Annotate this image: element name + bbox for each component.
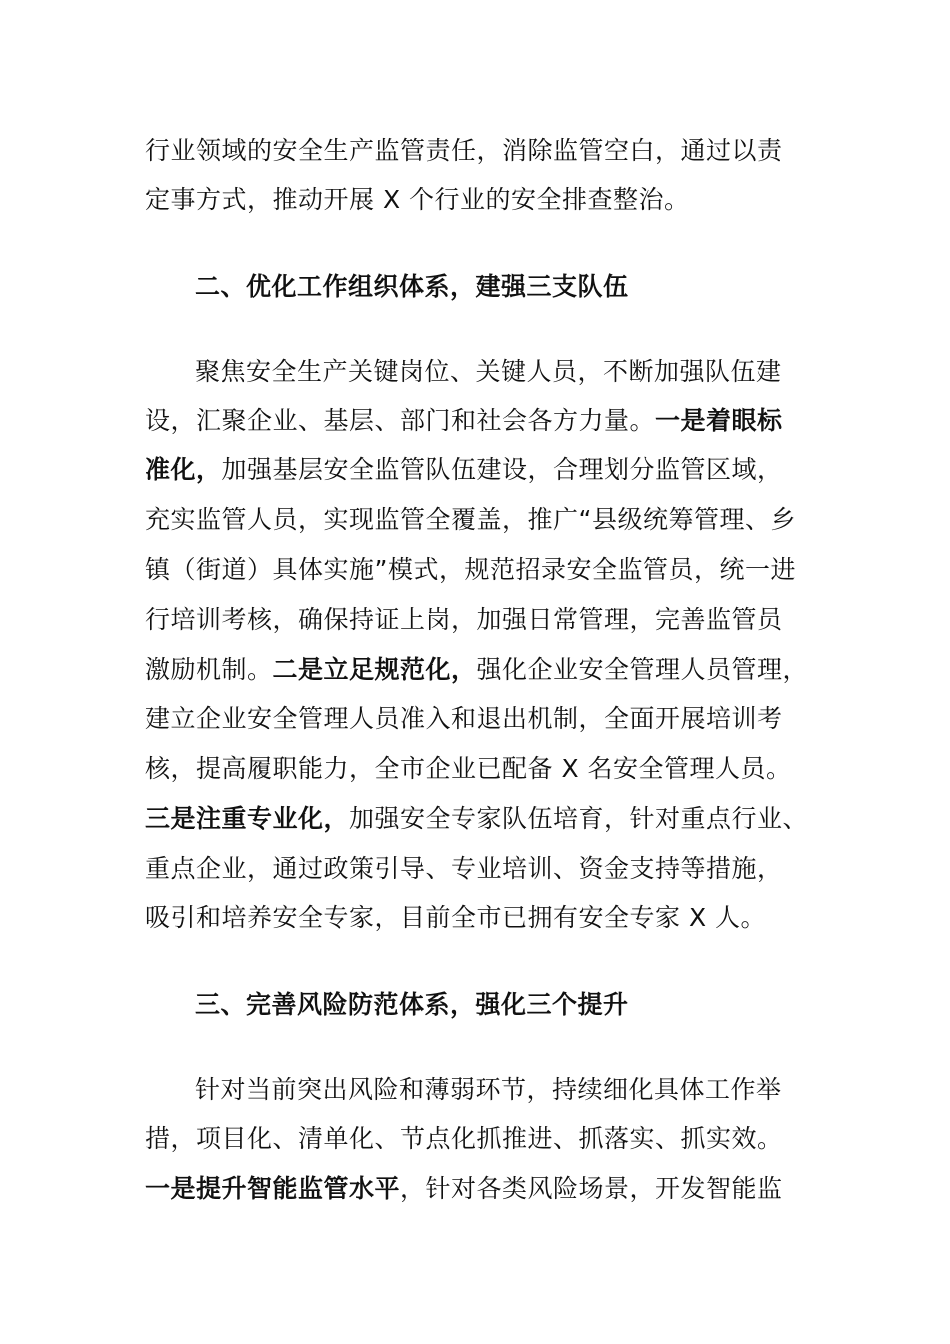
paragraph-line: 重点企业，通过政策引导、专业培训、资金支持等措施， xyxy=(145,854,783,883)
paragraph-line: 定事方式，推动开展 X 个行业的安全排查整治。 xyxy=(145,185,690,214)
paragraph-line: 核，提高履职能力，全市企业已配备 X 名安全管理人员。 xyxy=(145,754,792,783)
paragraph-line xyxy=(145,652,825,688)
paragraph-line xyxy=(145,403,825,439)
bold-text-run: 二是立足规范化， xyxy=(272,655,477,684)
paragraph-line: 行培训考核，确保持证上岗，加强日常管理，完善监管员 xyxy=(145,605,783,634)
paragraph-line: 聚焦安全生产关键岗位、关键人员，不断加强队伍建 xyxy=(195,357,782,386)
paragraph-line xyxy=(145,1171,825,1207)
text-run: ，针对各类风险场景，开发智能监 xyxy=(400,1174,783,1203)
text-run: 激励机制。 xyxy=(145,655,273,684)
section-heading-2: 二、优化工作组织体系，建强三支队伍 xyxy=(195,272,629,301)
paragraph-line: 针对当前突出风险和薄弱环节，持续细化具体工作举 xyxy=(195,1075,782,1104)
paragraph-line: 吸引和培养安全专家，目前全市已拥有安全专家 X 人。 xyxy=(145,903,767,932)
paragraph-line xyxy=(145,801,825,837)
paragraph-line: 充实监管人员，实现监管全覆盖，推广“县级统筹管理、乡 xyxy=(145,505,796,534)
bold-text-run: 准化， xyxy=(145,455,222,484)
text-run: 加强安全专家队伍培育，针对重点行业、 xyxy=(349,804,809,833)
paragraph-line: 措，项目化、清单化、节点化抓推进、抓落实、抓实效。 xyxy=(145,1124,783,1153)
paragraph-line: 行业领域的安全生产监管责任，消除监管空白，通过以责 xyxy=(145,136,783,165)
bold-text-run: 一是提升智能监管水平 xyxy=(145,1174,401,1203)
paragraph-line: 建立企业安全管理人员准入和退出机制，全面开展培训考 xyxy=(145,704,783,733)
text-run: 加强基层安全监管队伍建设，合理划分监管区域， xyxy=(221,455,783,484)
paragraph-line: 镇（街道）具体实施”模式，规范招录安全监管员，统一进 xyxy=(145,555,796,584)
text-run: 设，汇聚企业、基层、部门和社会各方力量。 xyxy=(145,406,656,435)
bold-text-run: 三是注重专业化， xyxy=(145,804,350,833)
bold-text-run: 一是着眼标 xyxy=(655,406,783,435)
text-run: 强化企业安全管理人员管理， xyxy=(476,655,809,684)
paragraph-line xyxy=(145,452,825,488)
section-heading-3: 三、完善风险防范体系，强化三个提升 xyxy=(195,990,629,1019)
